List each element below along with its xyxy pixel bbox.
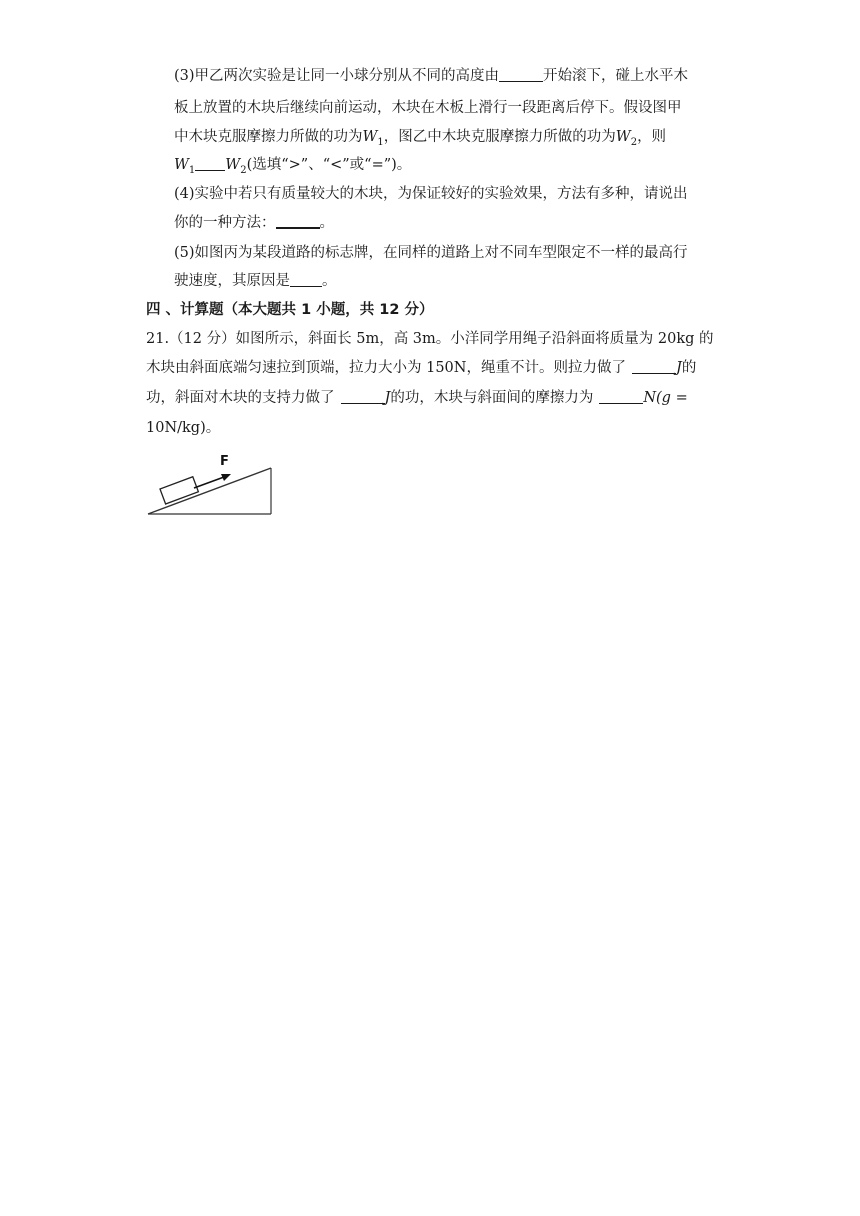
answer-blank[interactable]	[341, 389, 385, 404]
q4-text: 你的一种方法：	[174, 215, 276, 231]
q5-line-1	[174, 243, 688, 263]
incline-figure	[144, 448, 278, 520]
section-heading: 四 、计算题（本大题共 1 小题，共 12 分）	[146, 302, 434, 318]
q5-text: 。	[322, 273, 337, 289]
q3-line-1	[174, 66, 688, 86]
q21-text: 功，斜面对木块的支持力做了	[146, 390, 335, 406]
answer-blank[interactable]	[632, 359, 676, 374]
q3-line-3	[174, 127, 666, 153]
w1-symbol: $W_1$	[174, 157, 196, 176]
q4-line-1	[174, 184, 688, 204]
q3-text: 中木块克服摩擦力所做的功为	[174, 129, 363, 145]
q21-text: 的	[681, 360, 697, 376]
answer-blank[interactable]	[290, 272, 322, 287]
force-arrow	[194, 474, 231, 488]
q3-line-4	[174, 155, 411, 181]
q21-line-2	[146, 358, 696, 378]
q3-text: ，则	[637, 129, 667, 145]
unit-n: N(g =	[643, 390, 688, 406]
q3-text: (选填“>”、“<”或“=”)。	[246, 157, 412, 173]
q21-line-1	[146, 329, 714, 349]
answer-blank[interactable]	[599, 389, 643, 404]
q4-text: (4)实验中若只有质量较大的木块，为保证较好的实验效果，方法有多种，请说出	[174, 186, 688, 202]
w2-symbol: $W_2$	[225, 157, 247, 176]
q3-text: 开始滚下，碰上水平木	[543, 68, 689, 84]
answer-blank[interactable]	[499, 67, 543, 82]
unit-j: J	[384, 390, 391, 406]
answer-blank[interactable]	[195, 156, 225, 171]
w2-symbol: $W_2$	[615, 129, 638, 148]
unit-j: J	[675, 360, 682, 376]
q5-text: (5)如图丙为某段道路的标志牌，在同样的道路上对不同车型限定不一样的最高行	[174, 245, 688, 261]
q21-text: 木块由斜面底端匀速拉到顶端，拉力大小为 150N，绳重不计。则拉力做了	[146, 360, 626, 376]
q3-line-2	[174, 98, 682, 118]
block	[160, 477, 198, 504]
q21-line-4	[146, 418, 220, 438]
q5-text: 驶速度，其原因是	[174, 273, 290, 289]
w1-symbol: $W_1$	[362, 129, 384, 148]
q3-text: ，图乙中木块克服摩擦力所做的功为	[383, 129, 616, 145]
q4-text: 。	[319, 215, 334, 231]
q21-text: 的功，木块与斜面间的摩擦力为	[390, 390, 594, 406]
q21-text: 10N/kg)。	[146, 420, 221, 436]
force-label: F	[220, 454, 229, 469]
q3-text: 板上放置的木块后继续向前运动，木块在木板上滑行一段距离后停下。假设图甲	[174, 100, 682, 116]
q21-line-3	[146, 388, 688, 408]
answer-blank[interactable]	[276, 213, 320, 229]
q3-text: (3)甲乙两次实验是让同一小球分别从不同的高度由	[174, 68, 500, 84]
q5-line-2	[174, 271, 337, 291]
q21-text: 21.（12 分）如图所示，斜面长 5m，高 3m。小洋同学用绳子沿斜面将质量为 20kg 的	[146, 331, 714, 347]
q4-line-2	[174, 213, 334, 233]
